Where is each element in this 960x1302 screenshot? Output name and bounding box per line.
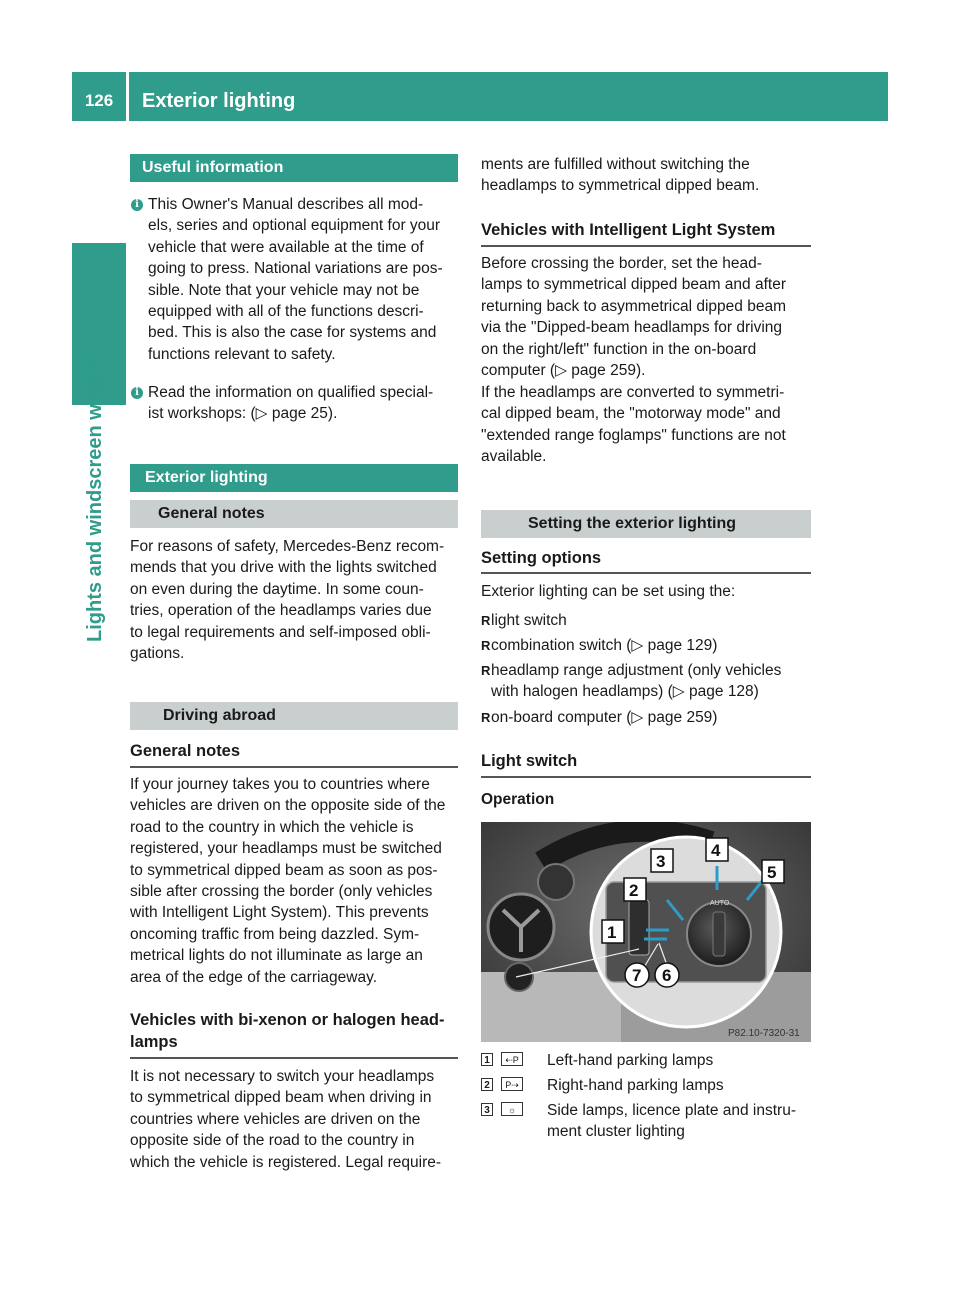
bullet-marker: R [481,710,491,725]
setting-exterior-bar: Setting the exterior lighting [481,510,811,538]
right-parking-lamp-icon: P⇢ [501,1077,523,1091]
setting-options-heading: Setting options [481,549,602,567]
list-item: R headlamp range adjustment (only vehicles with halogen headlamps) (▷ page 128) [481,662,782,701]
legend-number: 1 [481,1053,493,1066]
auto-label: AUTO [710,900,730,907]
callout-6: 6 [662,966,672,985]
chapter-label: Lights and windscreen wipers [84,356,106,642]
bixenon-text: It is not necessary to switch your headlamps to symmetrical dipped beam when driving in countries where vehicles are driven on the opposite side of the road to the country in which the vehicle is registered. Legal require- [130,1068,442,1171]
ils-text-2: If the headlamps are converted to symmetri- cal dipped beam, the "motorway mode" and "extended range foglamps" functions are not available. [481,384,786,466]
callout-5: 5 [767,863,777,882]
heading-rule [481,776,811,778]
general-notes-bar: General notes [130,500,458,528]
legend-item: 3 ☼ Side lamps, licence plate and instru- ment cluster lighting [481,1100,813,1144]
bullet-marker: R [481,638,491,653]
info-paragraph-2: Read the information on qualified special- ist workshops: (▷ page 25). [148,384,434,423]
driving-abroad-bar: Driving abroad [130,702,458,730]
legend-number: 2 [481,1078,493,1091]
heading-rule [130,766,458,768]
callout-2: 2 [629,881,639,900]
callout-4: 4 [711,841,721,860]
callout-1: 1 [607,923,617,942]
general-notes-heading: General notes [130,742,241,760]
callout-7: 7 [632,966,642,985]
left-parking-lamp-icon: ⇠P [501,1052,523,1066]
bixenon-heading: Vehicles with bi-xenon or halogen head- lamps [130,1011,445,1051]
exterior-lighting-bar: Exterior lighting [130,464,458,492]
driving-abroad-text: If your journey takes you to countries where vehicles are driven on the opposite side of the road to the country in which the vehicle is registered, your headlamps must be switched to symmetrical dipped beam as soon as pos- sible after crossing the border (only vehicles with Intelligent Light System). This prevents oncoming traffic from being dazzled. Sym- metrical lights do not illuminate as large an area of the edge of the carriageway. [130,776,446,986]
list-item: R combination switch (▷ page 129) [481,635,813,657]
ils-heading: Vehicles with Intelligent Light System [481,221,776,239]
info-icon: i [131,199,143,211]
setting-intro: Exterior lighting can be set using the: [481,583,736,600]
page-title: Exterior lighting [142,90,296,112]
callout-3: 3 [656,852,666,871]
ils-text-1: Before crossing the border, set the head- lamps to symmetrical dipped beam and after returning back to asymmetrical dipped beam via the "Dipped-beam headlamps for driving on the right/left" function in the on-board computer (▷ page 259). [481,255,786,380]
list-item: R on-board computer (▷ page 259) [481,707,813,729]
light-switch-illustration [481,822,811,1042]
continued-text: ments are fulfilled without switching the headlamps to symmetrical dipped beam. [481,156,760,195]
operation-heading: Operation [481,791,555,808]
photo-code: P82.10-7320-31 [728,1028,800,1039]
page-number: 126 [84,91,114,110]
info-icon: i [131,387,143,399]
legend-number: 3 [481,1103,493,1116]
legend-item: 1 ⇠P Left-hand parking lamps [481,1050,813,1072]
heading-rule [481,245,811,247]
legend-item: 2 P⇢ Right-hand parking lamps [481,1075,813,1097]
header-separator [126,72,129,121]
bullet-marker: R [481,663,491,678]
page-header [72,72,888,121]
heading-rule [481,572,811,574]
light-switch-photo [481,822,811,1042]
list-item: R light switch [481,610,813,632]
light-switch-heading: Light switch [481,752,578,770]
heading-rule [130,1057,458,1059]
bullet-marker: R [481,613,491,628]
useful-info-bar: Useful information [130,154,458,182]
general-notes-text: For reasons of safety, Mercedes-Benz recom- mends that you drive with the lights switched on even during the daytime. In some coun- tries, operation of the headlamps varies due to legal requirements and self-imposed obli- gations. [130,538,445,663]
info-paragraph-1: This Owner's Manual describes all mod- els, series and optional equipment for your vehicle that were available at the time of going to press. National variations are pos- sible. Note that your vehicle may not be equipped with all of the functions descri- bed. This is also the case for systems and functions relevant to safety. [148,196,443,363]
side-lamps-icon: ☼ [501,1102,523,1116]
